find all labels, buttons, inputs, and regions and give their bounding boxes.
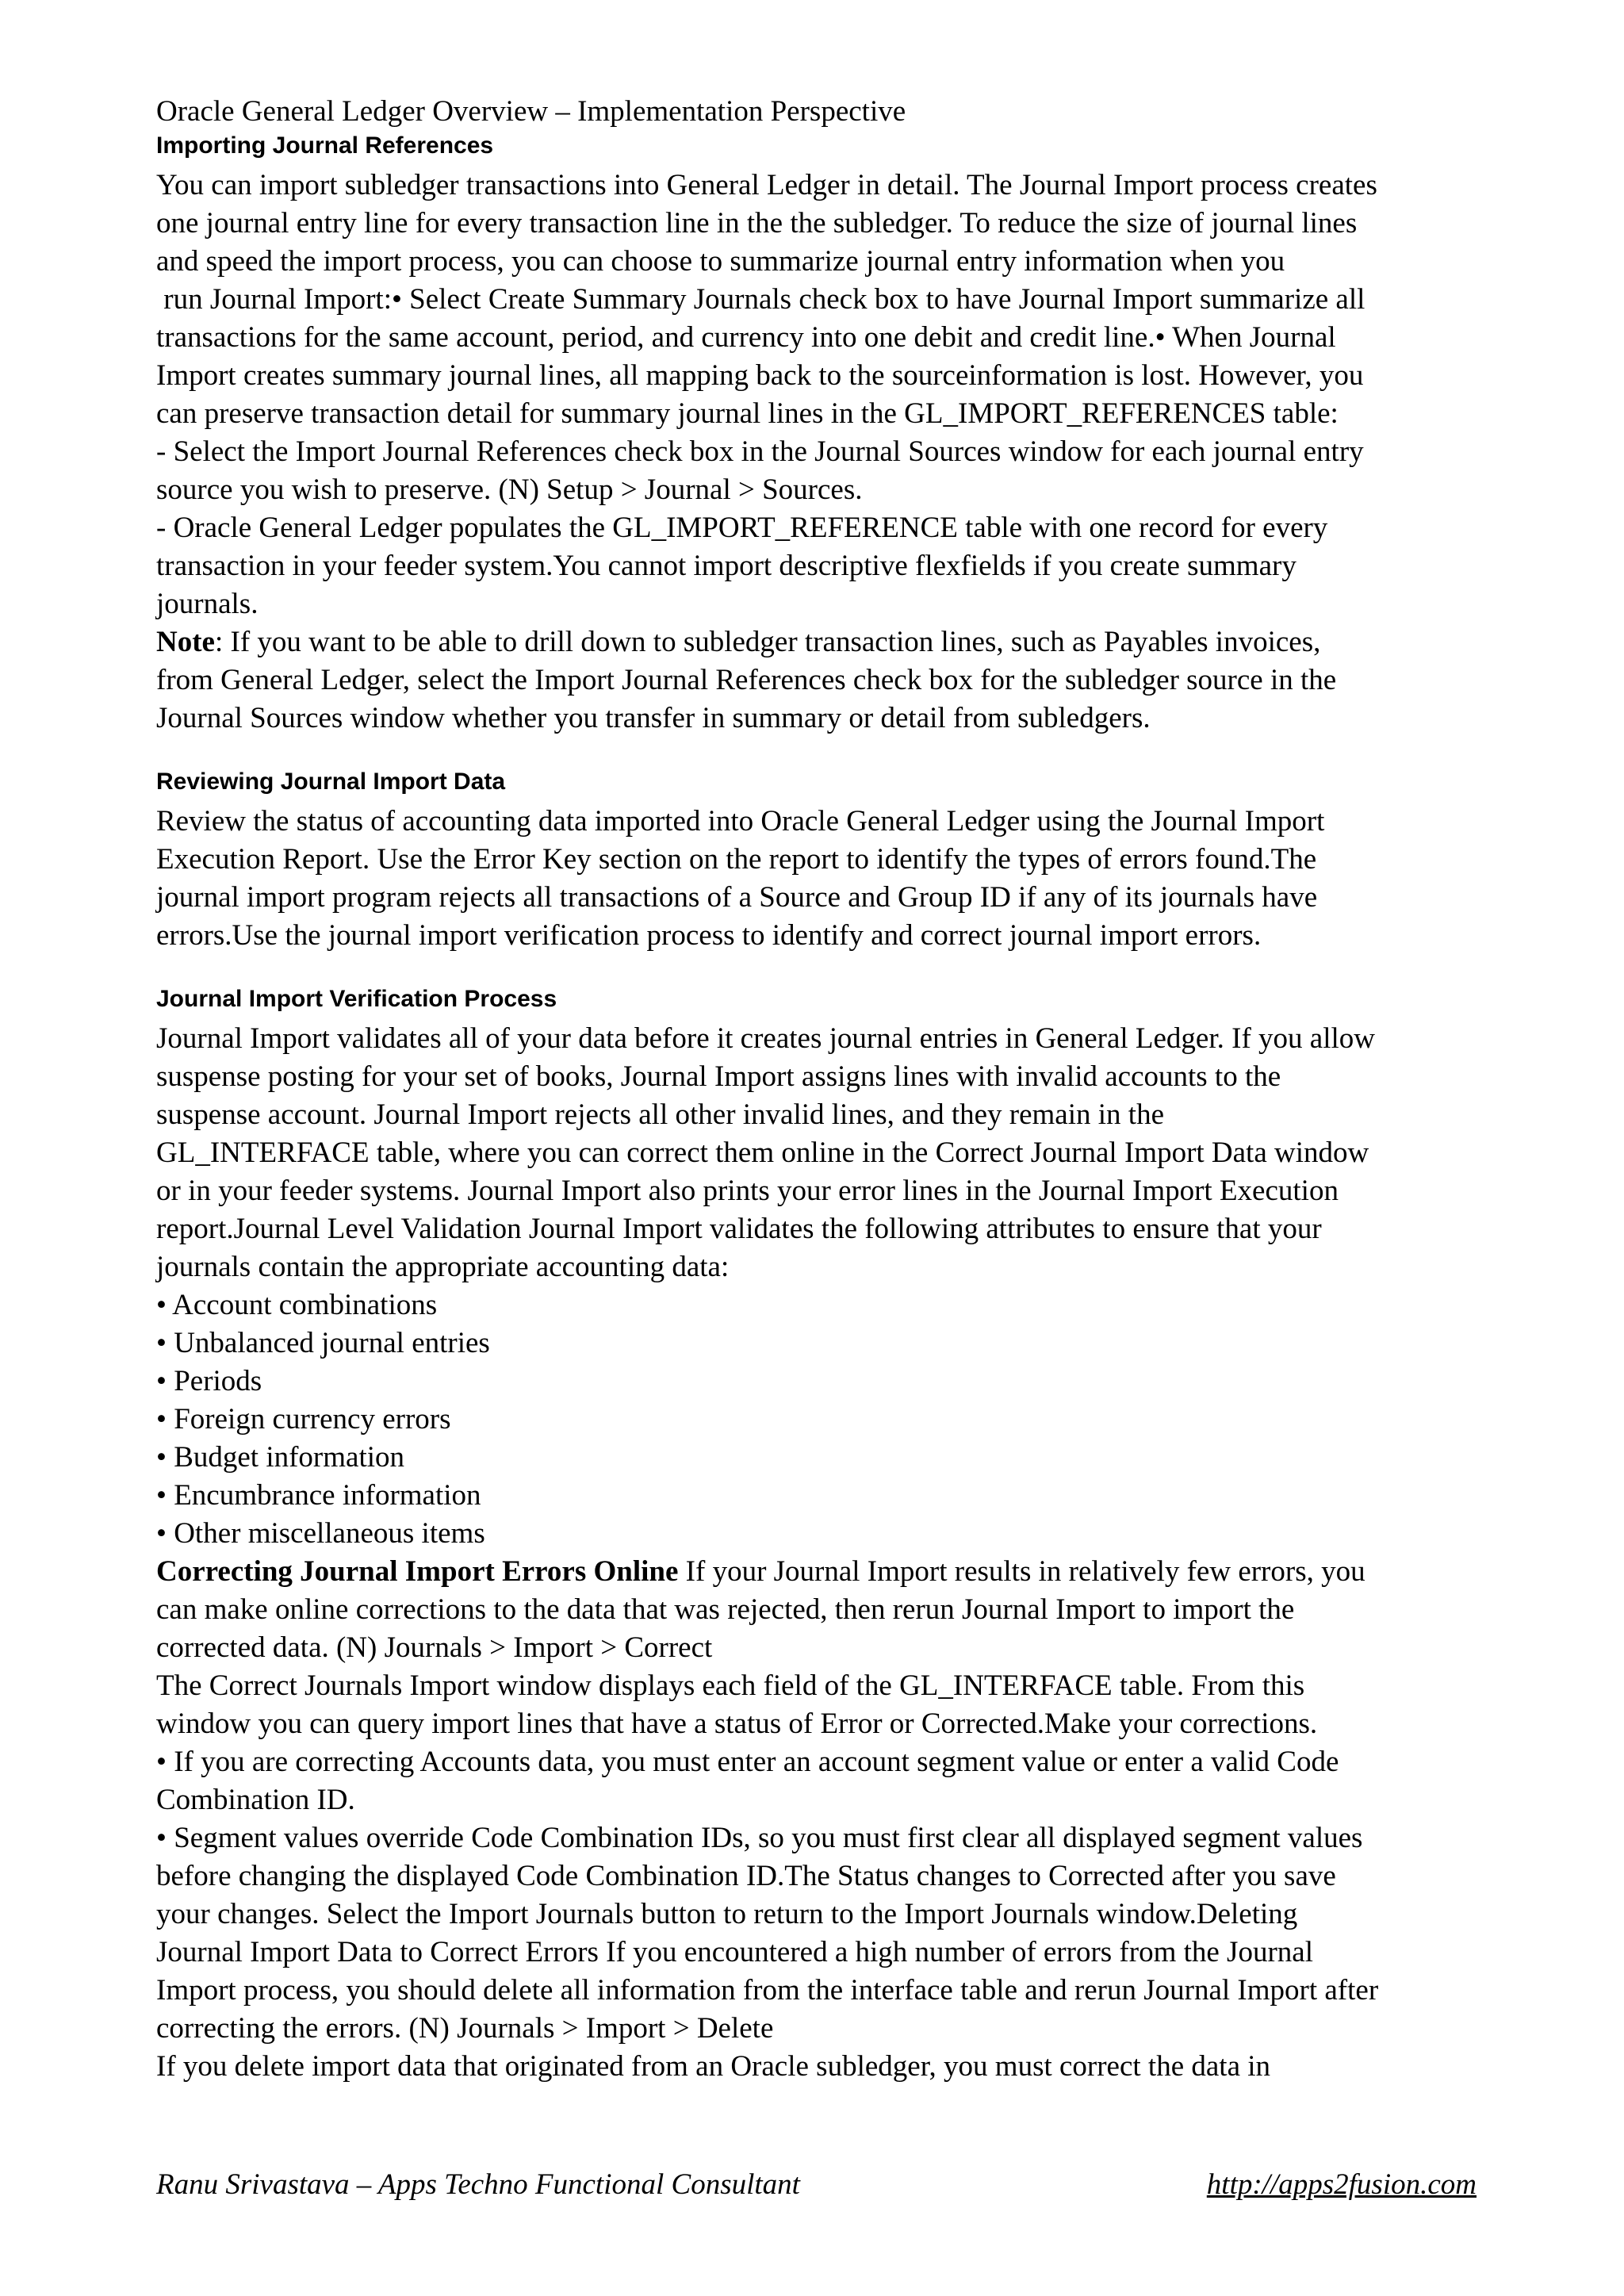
- paragraph-line: your changes. Select the Import Journals button to return to the Import Journals window.Deleting: [156, 1898, 1298, 1930]
- paragraph-line: Journal Import Data to Correct Errors If you encountered a high number of errors from the Journal: [156, 1936, 1313, 1968]
- paragraph-line: Import creates summary journal lines, all mapping back to the sourceinformation is lost. However, you: [156, 359, 1364, 392]
- paragraph-line: before changing the displayed Code Combination ID.The Status changes to Corrected after you save: [156, 1860, 1336, 1892]
- paragraph-line: suspense account. Journal Import rejects all other invalid lines, and they remain in the: [156, 1098, 1164, 1131]
- reviewing-body: [156, 803, 1540, 955]
- paragraph-line: - Select the Import Journal References check box in the Journal Sources window for each journal entry: [156, 435, 1364, 468]
- note-line: [156, 623, 1540, 661]
- correcting-label: Correcting Journal Import Errors Online: [156, 1555, 679, 1588]
- paragraph-line: corrected data. (N) Journals > Import > Correct: [156, 1631, 713, 1664]
- paragraph-line: Journal Import validates all of your data before it creates journal entries in General Ledger. If you allow: [156, 1022, 1375, 1055]
- correcting-text: If your Journal Import results in relatively few errors, you: [678, 1555, 1365, 1588]
- note-label: Note: [156, 626, 215, 658]
- paragraph-line: Combination ID.: [156, 1784, 355, 1816]
- paragraph-line: If you delete import data that originated from an Oracle subledger, you must correct the data in: [156, 2050, 1271, 2083]
- paragraph-line: Execution Report. Use the Error Key section on the report to identify the types of errors found.The: [156, 843, 1317, 876]
- document-page: [156, 94, 1540, 2086]
- list-item: • Periods: [156, 1365, 262, 1397]
- paragraph-line: report.Journal Level Validation Journal Import validates the following attributes to ensure that your: [156, 1213, 1322, 1245]
- paragraph-line: errors.Use the journal import verification process to identify and correct journal import errors.: [156, 919, 1262, 952]
- paragraph-line: Import process, you should delete all information from the interface table and rerun Journal Import after: [156, 1974, 1379, 2007]
- list-item: • Encumbrance information: [156, 1479, 481, 1512]
- footer-author: Ranu Srivastava – Apps Techno Functional Consultant: [156, 2168, 800, 2201]
- paragraph-line: source you wish to preserve. (N) Setup > Journal > Sources.: [156, 473, 863, 506]
- list-item: • Budget information: [156, 1441, 405, 1474]
- footer-website-link[interactable]: http://apps2fusion.com: [1206, 2168, 1477, 2201]
- paragraph-line: journals.: [156, 588, 259, 620]
- paragraph-line: Journal Sources window whether you transfer in summary or detail from subledgers.: [156, 702, 1151, 734]
- paragraph-line: window you can query import lines that have a status of Error or Corrected.Make your corrections.: [156, 1708, 1318, 1740]
- document-title: Oracle General Ledger Overview – Implementation Perspective: [156, 95, 906, 128]
- paragraph-line: • If you are correcting Accounts data, you must enter an account segment value or enter a valid Code: [156, 1746, 1339, 1778]
- paragraph-line: and speed the import process, you can choose to summarize journal entry information when you: [156, 245, 1285, 278]
- paragraph-line: one journal entry line for every transaction line in the the subledger. To reduce the size of journal lines: [156, 207, 1358, 240]
- list-item: • Account combinations: [156, 1289, 438, 1321]
- importing-body: [156, 167, 1540, 738]
- paragraph-line: correcting the errors. (N) Journals > Import > Delete: [156, 2012, 774, 2045]
- paragraph-line: or in your feeder systems. Journal Import also prints your error lines in the Journal Import Execution: [156, 1175, 1339, 1207]
- section-heading-verification: Journal Import Verification Process: [156, 986, 557, 1012]
- list-item: • Other miscellaneous items: [156, 1517, 485, 1550]
- verification-body: [156, 1020, 1540, 2086]
- paragraph-line: can make online corrections to the data that was rejected, then rerun Journal Import to import the: [156, 1593, 1295, 1626]
- paragraph-line: journal import program rejects all transactions of a Source and Group ID if any of its journals have: [156, 881, 1318, 914]
- list-item: • Unbalanced journal entries: [156, 1327, 490, 1359]
- section-heading-reviewing: Reviewing Journal Import Data: [156, 769, 506, 795]
- paragraph-line: journals contain the appropriate accounting data:: [156, 1251, 730, 1283]
- note-text: : If you want to be able to drill down to subledger transaction lines, such as Payables invoices,: [214, 626, 1321, 658]
- paragraph-line: can preserve transaction detail for summary journal lines in the GL_IMPORT_REFERENCES table:: [156, 397, 1339, 430]
- paragraph-line: Review the status of accounting data imported into Oracle General Ledger using the Journal Import: [156, 805, 1325, 838]
- paragraph-line: The Correct Journals Import window displays each field of the GL_INTERFACE table. From this: [156, 1669, 1305, 1702]
- paragraph-line: You can import subledger transactions into General Ledger in detail. The Journal Import process creates: [156, 169, 1377, 201]
- paragraph-line: transactions for the same account, period, and currency into one debit and credit line.• When Journal: [156, 321, 1336, 354]
- paragraph-line: from General Ledger, select the Import Journal References check box for the subledger source in the: [156, 664, 1337, 696]
- paragraph-line: transaction in your feeder system.You cannot import descriptive flexfields if you create summary: [156, 550, 1297, 582]
- section-heading-importing: Importing Journal References: [156, 132, 494, 159]
- paragraph-line: - Oracle General Ledger populates the GL_IMPORT_REFERENCE table with one record for every: [156, 512, 1328, 544]
- paragraph-line: suspense posting for your set of books, Journal Import assigns lines with invalid accounts to the: [156, 1060, 1281, 1093]
- paragraph-line: • Segment values override Code Combination IDs, so you must first clear all displayed segment values: [156, 1822, 1363, 1854]
- paragraph-line: run Journal Import:• Select Create Summary Journals check box to have Journal Import summarize all: [156, 283, 1365, 316]
- correcting-line: [156, 1553, 1540, 1591]
- list-item: • Foreign currency errors: [156, 1403, 451, 1435]
- paragraph-line: GL_INTERFACE table, where you can correct them online in the Correct Journal Import Data window: [156, 1137, 1369, 1169]
